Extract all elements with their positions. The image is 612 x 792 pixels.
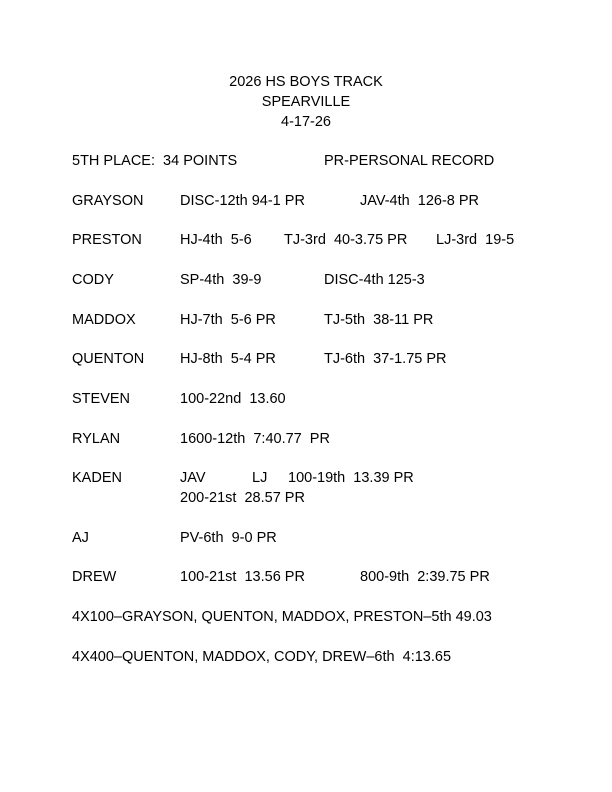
event-result: PV-6th 9-0 PR — [180, 530, 277, 546]
relay-4x100: 4X100–GRAYSON, QUENTON, MADDOX, PRESTON–5th 49.03 — [72, 609, 492, 625]
event-result: 100-21st 13.56 PR — [180, 569, 305, 585]
meet-date: 4-17-26 — [281, 114, 331, 130]
athlete-name: KADEN — [72, 470, 122, 486]
event-result: 200-21st 28.57 PR — [180, 490, 305, 506]
event-result: 800-9th 2:39.75 PR — [360, 569, 490, 585]
athlete-name: PRESTON — [72, 232, 142, 248]
event-result: HJ-7th 5-6 PR — [180, 312, 276, 328]
event-result: 100-19th 13.39 PR — [288, 470, 414, 486]
athlete-name: GRAYSON — [72, 193, 144, 209]
athlete-name: QUENTON — [72, 351, 145, 367]
title: 2026 HS BOYS TRACK — [229, 74, 383, 90]
team-place: 5TH PLACE: 34 POINTS — [72, 153, 238, 169]
event-result: 1600-12th 7:40.77 PR — [180, 431, 330, 447]
event-result: DISC-4th 125-3 — [324, 272, 425, 288]
event-result: JAV — [180, 470, 206, 486]
event-result: HJ-4th 5-6 — [180, 232, 252, 248]
event-result: SP-4th 39-9 — [180, 272, 262, 288]
athlete-name: DREW — [72, 569, 117, 585]
pr-legend: PR-PERSONAL RECORD — [324, 153, 495, 169]
event-result: 100-22nd 13.60 — [180, 391, 286, 407]
event-result: TJ-5th 38-11 PR — [324, 312, 434, 328]
event-result: DISC-12th 94-1 PR — [180, 193, 305, 209]
event-result: TJ-6th 37-1.75 PR — [324, 351, 447, 367]
athlete-name: STEVEN — [72, 391, 131, 407]
event-result: LJ — [252, 470, 268, 486]
event-result: HJ-8th 5-4 PR — [180, 351, 276, 367]
event-result: JAV-4th 126-8 PR — [360, 193, 480, 209]
athlete-name: MADDOX — [72, 312, 136, 328]
athlete-name: AJ — [72, 530, 89, 546]
event-result: LJ-3rd 19-5 — [436, 232, 515, 248]
school-name: SPEARVILLE — [261, 94, 351, 110]
athlete-name: RYLAN — [72, 431, 121, 447]
event-result: TJ-3rd 40-3.75 PR — [284, 232, 408, 248]
relay-4x400: 4X400–QUENTON, MADDOX, CODY, DREW–6th 4:13.65 — [72, 649, 452, 665]
athlete-name: CODY — [72, 272, 114, 288]
